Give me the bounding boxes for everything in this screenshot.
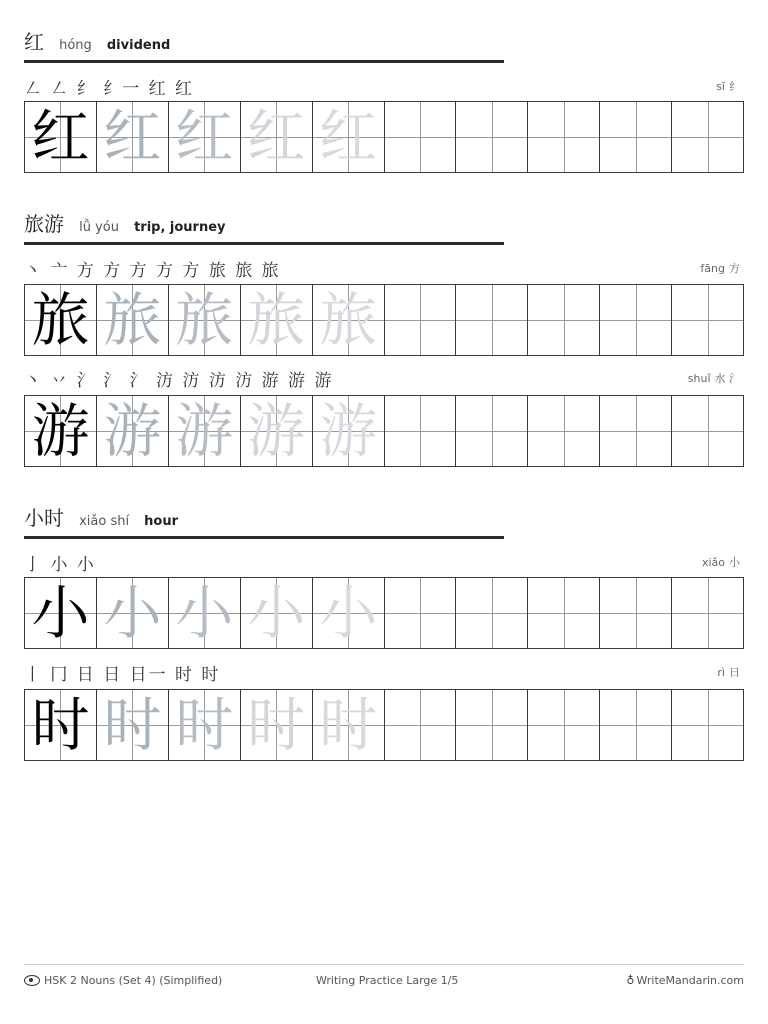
entry-header (24, 26, 170, 56)
blank-practice-cell (385, 285, 457, 355)
blank-practice-cell (672, 690, 744, 760)
guide-line (708, 396, 709, 466)
model-cell (25, 690, 97, 760)
model-character: 旅 (31, 286, 90, 354)
brand-icon: ♁ (626, 974, 635, 987)
header-rule (24, 536, 504, 539)
trace-cell (313, 690, 385, 760)
trace-character: 旅 (175, 286, 234, 354)
trace-cell (169, 396, 241, 466)
footer-right (626, 974, 744, 987)
trace-character: 游 (319, 397, 378, 465)
guide-line (564, 285, 565, 355)
practice-grid (24, 577, 744, 649)
radical-char: 纟 (729, 80, 740, 93)
trace-character: 游 (175, 397, 234, 465)
trace-character: 小 (175, 579, 234, 647)
trace-cell (241, 396, 313, 466)
model-character: 时 (31, 691, 90, 759)
entry-hanzi: 红 (24, 30, 44, 54)
blank-practice-cell (456, 578, 528, 648)
guide-line (420, 285, 421, 355)
blank-practice-cell (672, 102, 744, 172)
radical-pinyin: rì (717, 666, 725, 679)
guide-line (636, 690, 637, 760)
model-cell (25, 396, 97, 466)
trace-character: 红 (103, 103, 162, 171)
radical-info (688, 370, 740, 386)
blank-practice-cell (528, 578, 600, 648)
entry-meaning: trip, journey (134, 220, 226, 235)
blank-practice-cell (385, 102, 457, 172)
footer-rule (24, 964, 744, 965)
footer-left (24, 974, 222, 987)
trace-character: 旅 (103, 286, 162, 354)
guide-line (708, 102, 709, 172)
blank-practice-cell (528, 396, 600, 466)
blank-practice-cell (600, 578, 672, 648)
trace-character: 小 (247, 579, 306, 647)
blank-practice-cell (672, 285, 744, 355)
trace-cell (169, 102, 241, 172)
trace-character: 时 (247, 691, 306, 759)
entry-header (24, 208, 226, 238)
blank-practice-cell (385, 578, 457, 648)
trace-cell (241, 690, 313, 760)
entry-pinyin: xiǎo shí (79, 514, 130, 529)
blank-practice-cell (385, 690, 457, 760)
worksheet-set-title: HSK 2 Nouns (Set 4) (Simplified) (44, 974, 223, 987)
radical-info (700, 260, 740, 276)
site-name: WriteMandarin.com (636, 974, 744, 987)
entry-hanzi: 旅游 (24, 212, 64, 236)
guide-line (420, 690, 421, 760)
guide-line (636, 578, 637, 648)
trace-character: 旅 (319, 286, 378, 354)
blank-practice-cell (672, 396, 744, 466)
model-cell (25, 578, 97, 648)
radical-info (716, 78, 740, 94)
radical-pinyin: fāng (700, 262, 725, 275)
stroke-sequence: 丨 冂 日 日 日一 时 时 (24, 665, 221, 685)
trace-cell (97, 578, 169, 648)
stroke-sequence: 亅 小 小 (24, 555, 96, 575)
blank-practice-cell (600, 285, 672, 355)
guide-line (492, 396, 493, 466)
radical-char: 水 氵 (714, 372, 740, 385)
guide-line (636, 396, 637, 466)
stroke-order-row (24, 366, 744, 391)
footer (24, 974, 744, 990)
stroke-order-row (24, 74, 744, 99)
entry-meaning: hour (144, 514, 179, 529)
trace-cell (241, 578, 313, 648)
guide-line (420, 102, 421, 172)
blank-practice-cell (456, 690, 528, 760)
trace-character: 时 (319, 691, 378, 759)
guide-line (564, 690, 565, 760)
model-character: 小 (31, 579, 90, 647)
guide-line (492, 690, 493, 760)
stroke-order-row (24, 550, 744, 575)
guide-line (492, 102, 493, 172)
trace-character: 游 (103, 397, 162, 465)
blank-practice-cell (600, 396, 672, 466)
trace-cell (169, 285, 241, 355)
trace-cell (241, 102, 313, 172)
practice-grid (24, 395, 744, 467)
radical-info (702, 554, 740, 570)
blank-practice-cell (456, 102, 528, 172)
model-cell (25, 102, 97, 172)
trace-cell (313, 102, 385, 172)
radical-info (717, 664, 740, 680)
stroke-sequence: ㇜ ㇜ 纟 纟一 红 红 (24, 79, 195, 99)
trace-character: 时 (103, 691, 162, 759)
entry-header (24, 502, 178, 532)
guide-line (564, 102, 565, 172)
guide-line (636, 102, 637, 172)
guide-line (420, 396, 421, 466)
trace-cell (97, 285, 169, 355)
trace-character: 旅 (247, 286, 306, 354)
blank-practice-cell (600, 690, 672, 760)
stroke-sequence: 丶 亠 方 方 方 方 方 旅 旅 旅 (24, 261, 281, 281)
blank-practice-cell (528, 102, 600, 172)
trace-cell (97, 690, 169, 760)
header-rule (24, 242, 504, 245)
trace-character: 时 (175, 691, 234, 759)
model-character: 游 (31, 397, 90, 465)
trace-cell (313, 285, 385, 355)
blank-practice-cell (528, 690, 600, 760)
radical-char: 小 (729, 556, 740, 569)
trace-character: 红 (319, 103, 378, 171)
practice-grid (24, 689, 744, 761)
stroke-order-row (24, 660, 744, 685)
trace-cell (97, 102, 169, 172)
radical-char: 方 (729, 262, 740, 275)
guide-line (708, 690, 709, 760)
stroke-order-row (24, 256, 744, 281)
trace-cell (169, 578, 241, 648)
blank-practice-cell (600, 102, 672, 172)
trace-character: 小 (103, 579, 162, 647)
guide-line (564, 578, 565, 648)
radical-pinyin: shuǐ (687, 372, 711, 385)
entry-hanzi: 小时 (24, 506, 64, 530)
trace-cell (241, 285, 313, 355)
trace-character: 游 (247, 397, 306, 465)
entry-pinyin: hóng (59, 38, 92, 53)
radical-pinyin: sī (716, 80, 725, 93)
header-rule (24, 60, 504, 63)
trace-character: 红 (247, 103, 306, 171)
trace-cell (313, 396, 385, 466)
blank-practice-cell (528, 285, 600, 355)
trace-cell (169, 690, 241, 760)
trace-character: 红 (175, 103, 234, 171)
guide-line (708, 285, 709, 355)
guide-line (708, 578, 709, 648)
blank-practice-cell (456, 396, 528, 466)
guide-line (492, 578, 493, 648)
stroke-sequence: 丶 丷 氵 氵 氵 汸 汸 汸 汸 游 游 游 (24, 371, 334, 391)
blank-practice-cell (672, 578, 744, 648)
guide-line (636, 285, 637, 355)
guide-line (564, 396, 565, 466)
radical-pinyin: xiǎo (701, 556, 725, 569)
blank-practice-cell (385, 396, 457, 466)
guide-line (420, 578, 421, 648)
model-cell (25, 285, 97, 355)
radical-char: 日 (729, 666, 740, 679)
entry-pinyin: lǚ yóu (79, 220, 119, 235)
eye-icon (24, 975, 40, 986)
practice-grid (24, 284, 744, 356)
practice-grid (24, 101, 744, 173)
model-character: 红 (31, 103, 90, 171)
page-label: Writing Practice Large 1/5 (316, 974, 459, 987)
blank-practice-cell (456, 285, 528, 355)
trace-cell (313, 578, 385, 648)
trace-character: 小 (319, 579, 378, 647)
trace-cell (97, 396, 169, 466)
guide-line (492, 285, 493, 355)
entry-meaning: dividend (106, 38, 171, 53)
